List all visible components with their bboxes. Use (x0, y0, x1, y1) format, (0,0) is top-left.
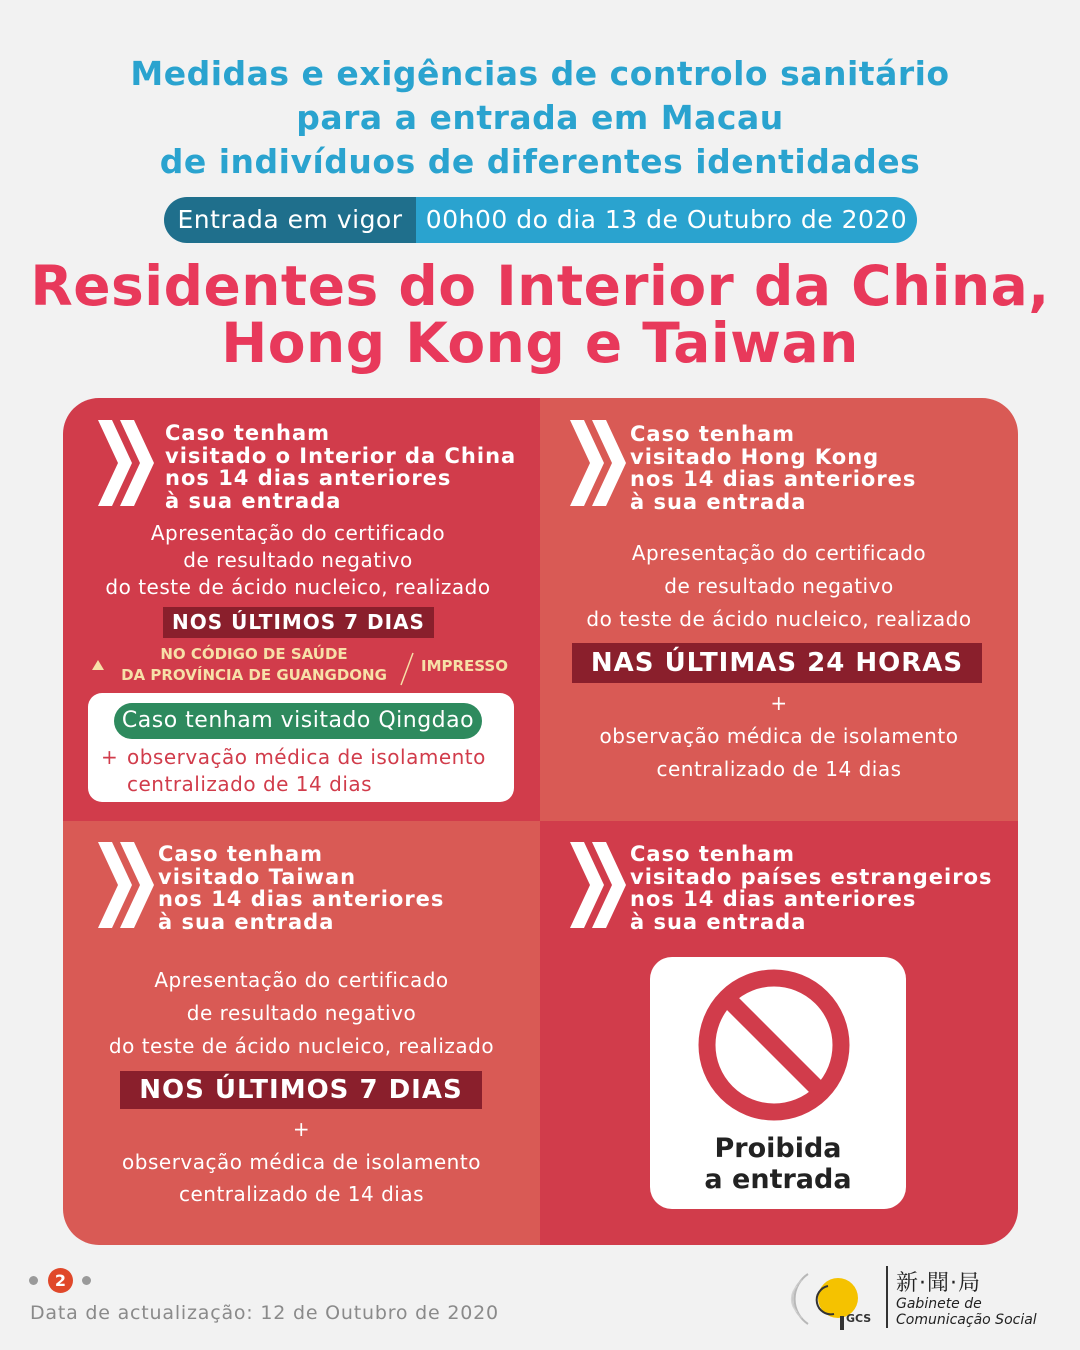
quadrant-taiwan (63, 821, 540, 1245)
triangle-up-icon (92, 660, 104, 670)
logo-line-1: Gabinete de (896, 1296, 982, 1312)
effective-date-pill (164, 197, 917, 243)
chevron-double-right-icon (568, 420, 628, 506)
page-title (0, 52, 1080, 184)
health-code-note: NO CÓDIGO DE SAÚDE DA PROVÍNCIA DE GUANGDONG (121, 645, 387, 684)
effective-value: 00h00 do dia 13 de Outubro de 2020 (416, 197, 917, 243)
extra-requirement: observação médica de isolamento centralizado de 14 dias (599, 724, 959, 781)
update-date: Data de actualização: 12 de Outubro de 2020 (30, 1302, 499, 1324)
title-line-1: Medidas e exigências de controlo sanitário (130, 54, 950, 93)
slash-divider (400, 652, 414, 686)
chevron-double-right-icon (568, 842, 628, 928)
quadrant-hong-kong (540, 398, 1018, 821)
condition-text: Caso tenham visitado países estrangeiros nos 14 dias anteriores à sua entrada (630, 842, 993, 934)
prohibited-box (650, 957, 906, 1209)
quadrant-foreign-countries (540, 821, 1018, 1245)
headline (0, 254, 1080, 375)
condition-text: Caso tenham visitado Hong Kong nos 14 dias anteriores à sua entrada (630, 422, 917, 514)
condition-text: Caso tenham visitado o Interior da China nos 14 dias anteriores à sua entrada (165, 421, 517, 513)
requirement-text: Apresentação do certificado de resultado negativo do teste de ácido nucleico, realizado (108, 968, 495, 1058)
page-indicator-current[interactable]: 2 (48, 1268, 73, 1293)
qingdao-extra: observação médica de isolamento centralizado de 14 dias (127, 745, 486, 796)
printed-note: IMPRESSO (421, 657, 508, 675)
condition-text: Caso tenham visitado Taiwan nos 14 dias anteriores à sua entrada (158, 842, 445, 934)
logo-line-2: Comunicação Social (896, 1312, 1037, 1328)
highlight-tag: NAS ÚLTIMAS 24 HORAS (572, 643, 982, 683)
highlight-tag: NOS ÚLTIMOS 7 DIAS (120, 1071, 482, 1109)
title-line-3: de indivíduos de diferentes identidades (159, 142, 921, 181)
page-dot[interactable] (82, 1276, 91, 1285)
logo-chinese: 新·聞·局 (896, 1271, 981, 1296)
logo-initials: GCS (846, 1312, 872, 1325)
title-line-2: para a entrada em Macau (296, 98, 784, 137)
extra-requirement: observação médica de isolamento centralizado de 14 dias (122, 1150, 481, 1206)
headline-line-2: Hong Kong e Taiwan (221, 311, 859, 375)
plus-sign: + (292, 1117, 311, 1141)
requirement-text: Apresentação do certificado de resultado negativo do teste de ácido nucleico, realizado (586, 541, 972, 631)
highlight-tag: NOS ÚLTIMOS 7 DIAS (163, 607, 434, 638)
measures-grid (63, 398, 1018, 1245)
no-entry-icon (696, 967, 852, 1123)
prohibited-text: Proibida a entrada (704, 1133, 852, 1195)
gcs-logo (790, 1258, 1080, 1338)
page-dot[interactable] (29, 1276, 38, 1285)
effective-label: Entrada em vigor (164, 197, 416, 243)
qingdao-plus: + (101, 745, 119, 769)
requirement-text: Apresentação do certificado de resultado negativo do teste de ácido nucleico, realizado (105, 521, 491, 599)
qingdao-box (88, 693, 514, 802)
headline-line-1: Residentes do Interior da China, (30, 254, 1050, 318)
qingdao-label: Caso tenham visitado Qingdao (114, 703, 482, 739)
quadrant-mainland-china (63, 398, 540, 821)
chevron-double-right-icon (96, 842, 156, 928)
logo-divider (886, 1266, 888, 1328)
plus-sign: + (770, 691, 788, 715)
chevron-double-right-icon (96, 420, 156, 506)
